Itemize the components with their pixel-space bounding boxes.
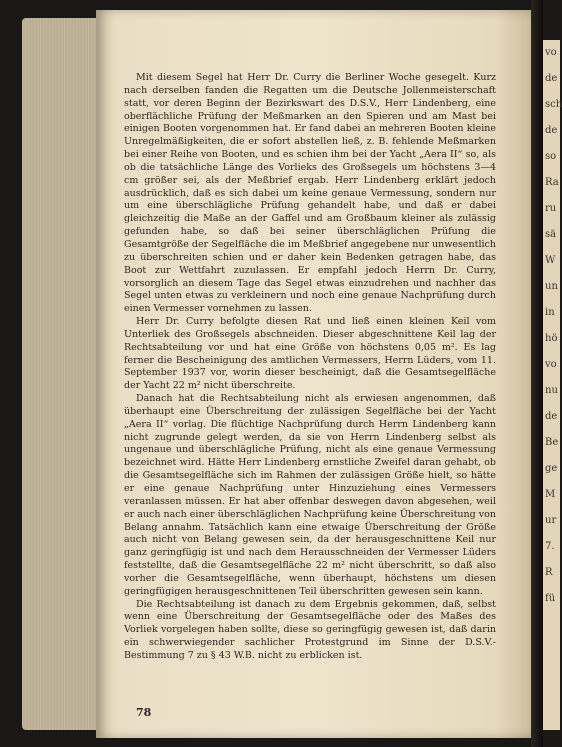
next-page-fragment: W [545, 255, 556, 266]
paragraph: Danach hat die Rechtsabteilung nicht als erwiesen angenommen, daß überhaupt eine Überschreitung der zulässigen Segelfläche bei der Yacht „Aera II“ vorlag. Die flüchtige Nachprüfung durch Herrn Lindenberg kann nicht zugrunde gelegt werden, da sie von Herrn Lindenberg selbst als ungenaue und überschlägliche Prüfung, nicht als eine genaue Vermessung bezeichnet wird. Hätte Herr Lindenberg ernstliche Zweifel daran gehabt, ob die Gesamtsegelfläche sich im Rahmen der zulässigen Größe hielt, so hätte er eine genaue Nachprüfung unter Hinzuziehung eines Vermessers veranlassen müssen. Er hat aber offenbar deswegen davon abgesehen, weil er auch nach einer überschläglichen Nachprüfung keine Überschreitung von Belang annahm. Tatsächlich kann eine etwaige Überschreitung der Größe auch nicht von Belang gewesen sein, da der herausgeschnittene Keil nur ganz geringfügig ist und nach dem Herausschneiden der Vermesser Lüders feststellte, daß die Gesamtsegelfläche 22 m² nicht überschritt, so daß also vorher die Gesamtsegelfläche, wenn überhaupt, höchstens um diesen geringfügigen herausgeschnittenen Teil überschritten gewesen sein kann. [124, 393, 496, 597]
next-page-fragment: un [545, 281, 558, 292]
next-page-fragment: vo [545, 47, 557, 58]
paragraph: Die Rechtsabteilung ist danach zu dem Ergebnis gekommen, daß, selbst wenn eine Überschreitung der Gesamtsegelfläche oder des Maßes des Vorliek vorgelegen haben sollte, diese so geringfügig gewesen ist, daß darin ein schwerwiegender sachlicher Protestgrund im Sinne der D.S.V.-Bestimmung 7 zu § 43 W.B. nicht zu erblicken ist. [124, 598, 496, 661]
next-page-fragment: de [545, 73, 558, 84]
paragraph: Mit diesem Segel hat Herr Dr. Curry die Berliner Woche gesegelt. Kurz nach derselben fanden die Regatten um die Deutsche Jollenmeisterschaft statt, vor deren Beginn der Bezirkswart des D.S.V., Herr Lindenberg, eine oberflächliche Prüfung der Meßmarken an den Spieren und am Mast bei einigen Booten vorgenommen hat. Er fand dabei an mehreren Booten kleine Unregelmäßigkeiten, die er sofort abstellen ließ, z. B. fehlende Meßmarken bei einer Reihe von Booten, und es schien ihm bei der Yacht „Aera II“ so, als ob die tatsächliche Länge des Vorlieks des Großsegels um höchstens 3—4 cm größer sei, als der Meßbrief ergab. Herr Lindenberg erklärt jedoch ausdrücklich, daß es sich dabei um keine genaue Vermessung, sondern nur um eine überschlägliche Prüfung gehandelt habe, und daß er dabei gleichzeitig die Maße an der Gaffel und am Großbaum kleiner als zulässig gefunden habe, so daß bei seiner überschläglichen Prüfung die Gesamtgröße der Segelfläche die im Meßbrief angegebene nur unwesentlich zu überschreiten schien und er daher kein Bedenken getragen habe, das Boot zur Wettfahrt zuzulassen. Er empfahl jedoch Herrn Dr. Curry, vorsorglich an diesem Tage das Segel etwas einzudrehen und nachher das Segel unten etwas zu verkleinern und noch eine genaue Nachprüfung durch einen Vermesser vornehmen zu lassen. [124, 72, 496, 315]
next-page-fragment: hö [545, 333, 558, 344]
next-page-fragment: ru [545, 203, 557, 214]
next-page-fragment: R [545, 567, 553, 578]
next-page-fragment: ur [545, 515, 557, 526]
next-page-fragment: fü [545, 593, 556, 604]
page-number: 78 [136, 706, 152, 719]
next-page-fragment: de [545, 411, 558, 422]
gutter [531, 0, 543, 747]
next-page-fragment: ge [545, 463, 558, 474]
page [96, 10, 531, 738]
next-page-fragment: de [545, 125, 558, 136]
next-page-fragment: so [545, 151, 557, 162]
next-page-fragment: sch [545, 99, 562, 110]
page-text [124, 72, 496, 663]
next-page-edge [543, 40, 560, 730]
next-page-fragment: Ra [545, 177, 559, 188]
page-edges [22, 18, 98, 730]
next-page-fragment: nu [545, 385, 558, 396]
next-page-fragment: M [545, 489, 556, 500]
paragraph: Herr Dr. Curry befolgte diesen Rat und ließ einen kleinen Keil vom Unterliek des Großsegels abschneiden. Dieser abgeschnittene Keil lag der Rechtsabteilung vor und hat eine Größe von höchstens 0,05 m². Es lag ferner die Bescheinigung des amtlichen Vermessers, Herrn Lüders, vom 11. September 1937 vor, worin dieser bescheinigt, daß die Gesamtsegelfläche der Yacht 22 m² nicht überschreite. [124, 316, 496, 392]
next-page-fragment: vo [545, 359, 557, 370]
next-page-fragment: 7. [545, 541, 555, 552]
next-page-fragment: in [545, 307, 555, 318]
next-page-fragment: sä [545, 229, 557, 240]
next-page-fragment: Be [545, 437, 559, 448]
